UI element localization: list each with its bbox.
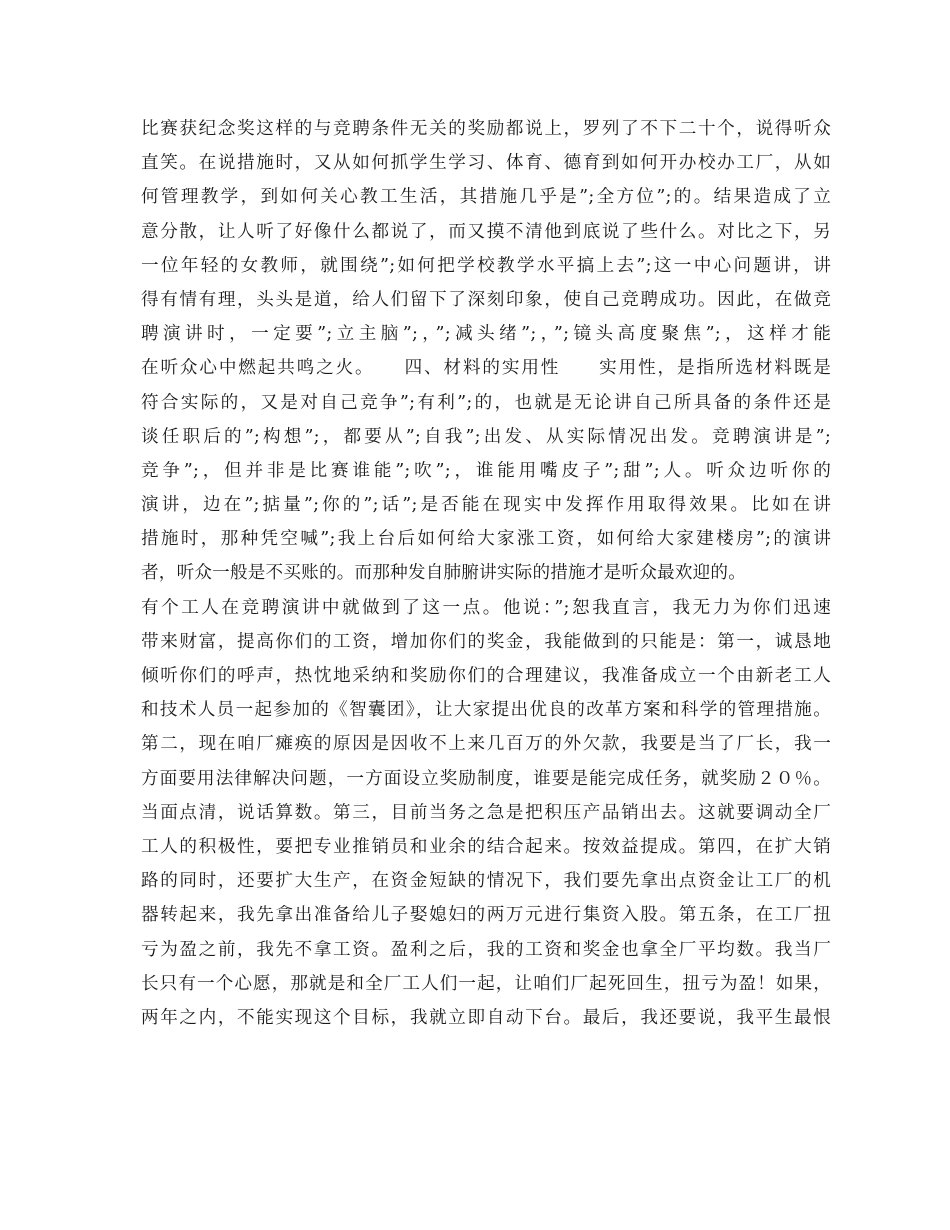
text-line: 竞争”;，但并非是比赛谁能”;吹”;，谁能用嘴皮子”;甜”;人。听众边听你的 (141, 460, 831, 481)
text-line: 路的同时，还要扩大生产，在资金短缺的情况下，我们要先拿出点资金让工厂的机 (141, 871, 831, 892)
text-line: 两年之内，不能实现这个目标，我就立即自动下台。最后，我还要说，我平生最恨 (141, 1007, 831, 1028)
text-line: 器转起来，我先拿出准备给儿子娶媳妇的两万元进行集资入股。第五条，在工厂扭 (141, 905, 831, 926)
text-line: 带来财富，提高你们的工资，增加你们的奖金，我能做到的只能是：第一，诚恳地 (141, 631, 831, 652)
body-text (141, 112, 831, 1035)
text-line: 和技术人员一起参加的《智囊团》，让大家提出优良的改革方案和科学的管理措施。 (141, 700, 831, 721)
text-line: 何管理教学，到如何关心教工生活，其措施几乎是”;全方位”;的。结果造成了立 (141, 187, 831, 208)
text-line: 倾听你们的呼声，热忱地采纳和奖励你们的合理建议，我准备成立一个由新老工人 (141, 666, 831, 686)
text-line: 工人的积极性，要把专业推销员和业余的结合起来。按效益提成。第四，在扩大销 (141, 836, 831, 857)
text-line: 者，听众一般是不买账的。而那种发自肺腑讲实际的措施才是听众最欢迎的。 (141, 563, 746, 584)
text-line: 比赛获纪念奖这样的与竞聘条件无关的奖励都说上，罗列了不下二十个，说得听众 (141, 119, 831, 139)
text-line: 聘演讲时，一定要”;立主脑”;，”;减头绪”;，”;镜头高度聚焦”;，这样才能 (141, 324, 831, 345)
text-line: 当面点清，说话算数。第三，目前当务之急是把积压产品销出去。这就要调动全厂 (141, 802, 831, 823)
text-line: 措施时，那种凭空喊”;我上台后如何给大家涨工资，如何给大家建楼房”;的演讲 (141, 529, 831, 550)
text-line: 第二，现在咱厂瘫痪的原因是因收不上来几百万的外欠款，我要是当了厂长，我一 (141, 734, 831, 755)
text-line: 亏为盈之前，我先不拿工资。盈利之后，我的工资和奖金也拿全厂平均数。我当厂 (141, 939, 831, 960)
text-line: 在听众心中燃起共鸣之火。 四、材料的实用性 实用性，是指所选材料既是 (141, 358, 831, 379)
text-line: 演讲，边在”;掂量”;你的”;话”;是否能在现实中发挥作用取得效果。比如在讲 (141, 495, 831, 516)
text-line: 得有情有理，头头是道，给人们留下了深刻印象，使自己竞聘成功。因此，在做竞 (141, 289, 831, 310)
text-line: 谈任职后的”;构想”;，都要从”;自我”;出发、从实际情况出发。竞聘演讲是”; (141, 426, 831, 447)
text-line: 方面要用法律解决问题，一方面设立奖励制度，谁要是能完成任务，就奖励２０％。 (141, 768, 831, 789)
text-line: 长只有一个心愿，那就是和全厂工人们一起，让咱们厂起死回生，扭亏为盈！如果， (141, 973, 831, 994)
text-line: 符合实际的，又是对自己竞争”;有利”;的，也就是无论讲自己所具备的条件还是 (141, 392, 831, 413)
text-line: 有个工人在竞聘演讲中就做到了这一点。他说：”;恕我直言，我无力为你们迅速 (141, 597, 831, 618)
text-line: 直笑。在说措施时，又从如何抓学生学习、体育、德育到如何开办校办工厂，从如 (141, 153, 831, 174)
text-line: 一位年轻的女教师，就围绕”;如何把学校教学水平搞上去”;这一中心问题讲，讲 (141, 255, 831, 276)
text-line: 意分散，让人听了好像什么都说了，而又摸不清他到底说了些什么。对比之下，另 (141, 221, 831, 242)
